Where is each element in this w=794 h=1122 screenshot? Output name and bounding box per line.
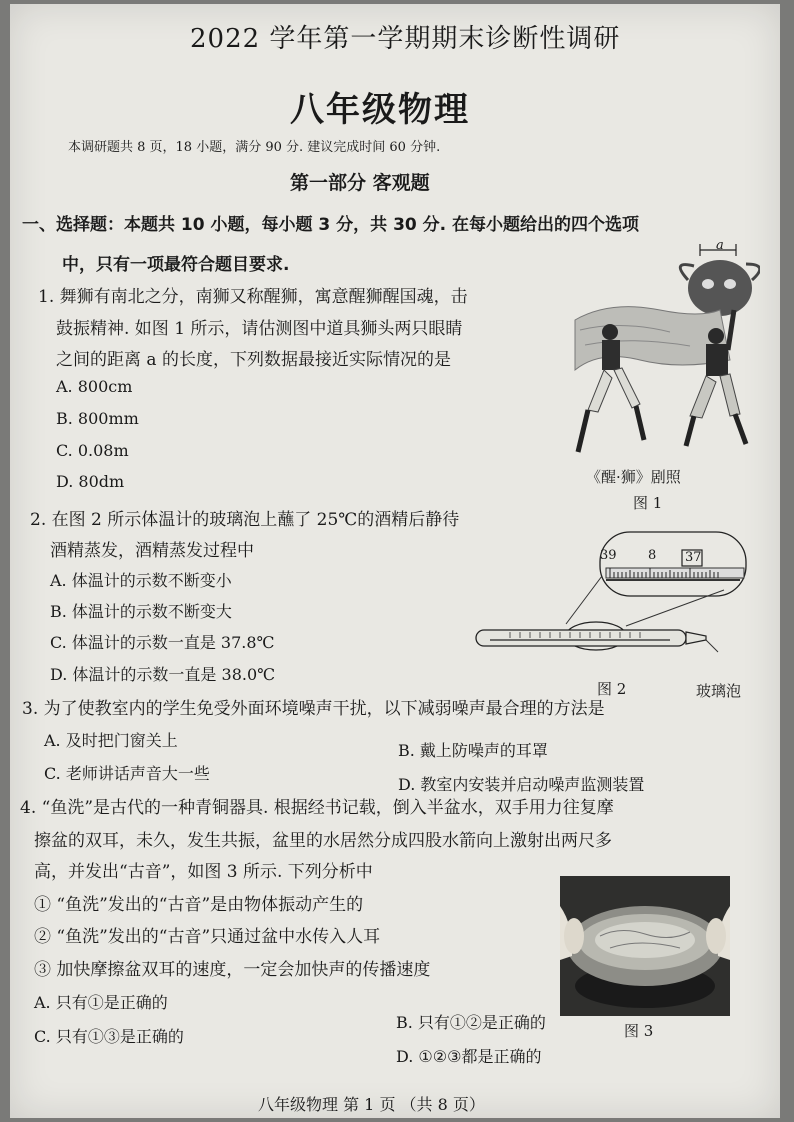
q4-stem-line3: 高，并发出“古音”，如图 3 所示. 下列分析中 [34,862,373,882]
q2-option-d: D. 体温计的示数一直是 38.0℃ [50,665,276,684]
q1-stem-line2: 鼓振精神. 如图 1 所示，请估测图中道具狮头两只眼睛 [56,319,463,339]
q3-option-b: B. 戴上防噪声的耳罩 [398,741,548,760]
exam-title: 2022 学年第一学期期末诊断性调研 [190,24,621,54]
q3-stem: 3. 为了使教室内的学生免受外面环境噪声干扰，以下减弱噪声最合理的方法是 [22,699,605,719]
section-heading-line1: 一、选择题：本题共 10 小题，每小题 3 分，共 30 分. 在每小题给出的四个选项 [22,215,640,235]
q1-stem-line3: 之间的距离 a 的长度，下列数据最接近实际情况的是 [56,350,451,370]
q1-option-b: B. 800mm [56,409,139,428]
q4-stem-line2: 擦盆的双耳，未久，发生共振，盆里的水居然分成四股水箭向上激射出两尺多 [34,831,612,851]
q1-option-a: A. 800cm [56,377,133,396]
dimension-label-a: a [716,238,724,253]
q4-option-a: A. 只有①是正确的 [34,993,168,1012]
q2-option-c: C. 体温计的示数一直是 37.8℃ [50,633,275,652]
q4-option-d: D. ①②③都是正确的 [396,1047,542,1066]
q4-statement-1: ① “鱼洗”发出的“古音”是由物体振动产生的 [34,895,364,915]
fish-basin-photo [560,876,730,1016]
lion-dance-illustration [570,240,760,462]
q3-option-a: A. 及时把门窗关上 [44,731,178,750]
scale-label-37: 37 [685,550,702,565]
section-heading-line2: 中，只有一项最符合题目要求. [62,255,290,275]
bulb-label: 玻璃泡 [696,682,742,700]
q2-option-b: B. 体温计的示数不断变大 [50,602,232,621]
q2-option-a: A. 体温计的示数不断变小 [50,571,232,590]
figure-1-caption: 《醒·狮》剧照 [586,468,681,486]
page-footer: 八年级物理 第 1 页 （共 8 页） [258,1095,485,1114]
figure-3-fish-basin [560,876,730,1016]
q4-option-b: B. 只有①②是正确的 [396,1013,546,1032]
figure-1-number: 图 1 [633,494,663,512]
figure-2-number: 图 2 [597,680,627,698]
q1-option-d: D. 80dm [56,472,125,491]
figure-2-thermometer [470,528,760,676]
q4-stem-line1: 4. “鱼洗”是古代的一种青铜器具. 根据经书记载，倒入半盆水，双手用力往复摩 [20,798,614,818]
q4-option-c: C. 只有①③是正确的 [34,1027,184,1046]
q4-statement-3: ③ 加快摩擦盆双耳的速度，一定会加快声的传播速度 [34,960,431,980]
q4-statement-2: ② “鱼洗”发出的“古音”只通过盆中水传入人耳 [34,927,381,947]
exam-intro: 本调研题共 8 页，18 小题，满分 90 分. 建议完成时间 60 分钟. [68,140,441,155]
subject-title: 八年级物理 [290,90,470,130]
part-heading: 第一部分 客观题 [290,172,430,194]
q3-option-c: C. 老师讲话声音大一些 [44,764,210,783]
figure-1-lion-dance [570,240,760,462]
scale-label-8: 8 [648,548,657,563]
q1-option-c: C. 0.08m [56,441,129,460]
q2-stem-line1: 2. 在图 2 所示体温计的玻璃泡上蘸了 25℃的酒精后静待 [30,510,460,530]
q3-option-d: D. 教室内安装并启动噪声监测装置 [398,775,645,794]
q2-stem-line2: 酒精蒸发，酒精蒸发过程中 [50,541,254,561]
scale-label-39: 39 [600,548,617,563]
q1-stem-line1: 1. 舞狮有南北之分，南狮又称醒狮，寓意醒狮醒国魂，击 [38,287,468,307]
figure-3-number: 图 3 [624,1022,654,1040]
